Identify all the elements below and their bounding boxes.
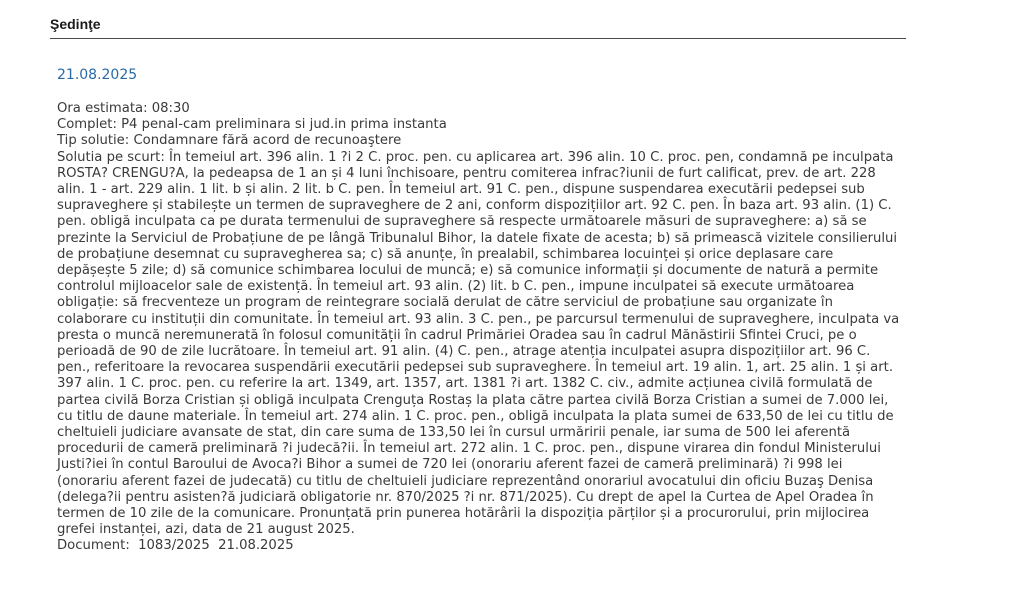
document-value: 1083/2025 21.08.2025 — [129, 538, 294, 554]
solution-summary-label: Solutia pe scurt: — [57, 149, 165, 165]
section-title: Şedinţe — [50, 16, 101, 32]
hearing-details — [57, 101, 903, 555]
solution-type-row — [57, 133, 903, 149]
document-label: Document: — [57, 538, 130, 554]
solution-type-value: Condamnare fără acord de recunoaştere — [133, 133, 402, 149]
panel-row — [57, 117, 903, 133]
solution-summary — [57, 150, 903, 539]
panel-value: P4 penal-cam preliminara si jud.in prima instanta — [121, 117, 447, 133]
solution-summary-text: În temeiul art. 396 alin. 1 ?i 2 C. proc. pen. cu aplicarea art. 396 alin. 10 C. proc. pen, condamnă pe inculpata ROSTA? CRENGU?A, la pedeapsa de 1 an și 4 luni închisoare, pentru comiterea infrac?iunii de furt calificat, prev. de art. 228 alin. 1 - art. 229 alin. 1 lit. b și alin. 2 lit. b C. pen. În temeiul art. 91 C. pen., dispune suspendarea executării pedepsei sub supraveghere și stabilește un termen de supraveghere de 2 ani, conform dispozițiilor art. 92 C. pen. În baza art. 93 alin. (1) C. pen. obligă inculpata ca pe durata termenului de supraveghere să respecte următoarele măsuri de supraveghere: a) să se prezinte la Serviciul de Probațiune de pe lângă Tribunalul Bihor, la datele fixate de acesta; b) să primească vizitele consilierului de probațiune desemnat cu supravegherea sa; c) să anunțe, în prealabil, schimbarea locuinței și orice deplasare care depășește 5 zile; d) să comunice schimbarea locului de muncă; e) să comunice informații și documente de natură a permite controlul mijloacelor sale de existență. În temeiul art. 93 alin. (2) lit. b C. pen., impune inculpatei să execute următoarea obligație: să frecventeze un program de reintegrare socială derulat de către serviciul de probațiune sau organizate în colaborare cu instituții din comunitate. În temeiul art. 93 alin. 3 C. pen., pe parcursul termenului de supraveghere, inculpata va presta o muncă neremunerată în folosul comunității în cadrul Primăriei Oradea sau în cadrul Mănăstirii Sfintei Cruci, pe o perioadă de 90 de zile lucrătoare. În temeiul art. 91 alin. (4) C. pen., atrage atenția inculpatei asupra dispozițiilor art. 96 C. pen., referitoare la revocarea suspendării executării pedepsei sub supraveghere. În temeiul art. 19 alin. 1, art. 25 alin. 1 și art. 397 alin. 1 C. proc. pen. cu referire la art. 1349, art. 1357, art. 1381 ?i art. 1382 C. civ., admite acțiunea civilă formulată de partea civilă Borza Cristian și obligă inculpata Crenguța Rostaș la plata către partea civilă Borza Cristian a sumei de 7.000 lei, cu titlu de daune materiale. În temeiul art. 274 alin. 1 C. proc. pen., obligă inculpata la plata sumei de 633,50 de lei cu titlu de cheltuieli judiciare avansate de stat, din care suma de 133,50 lei în cursul urmăririi penale, iar suma de 500 lei aferentă procedurii de cameră preliminară ?i judecă?ii. În temeiul art. 272 alin. 1 C. proc. pen., dispune virarea din fondul Ministerului Justi?iei în contul Baroului de Avoca?i Bihor a sumei de 720 lei (onorariu aferent fazei de cameră preliminară) ?i 998 lei (onorariu aferent fazei de judecată) cu titlu de cheltuieli judiciare reprezentând onorariul avocatului din oficiu Buzaş Denisa (delega?ii pentru asisten?ă judiciară obligatorie nr. 870/2025 ?i nr. 871/2025). Cu drept de apel la Curtea de Apel Oradea în termen de 10 zile de la comunicare. Pronunțată prin punerea hotărârii la dispoziția părților și a procurorului, prin mijlocirea grefei instanței, azi, data de 21 august 2025. — [57, 149, 900, 538]
section-header — [50, 14, 906, 39]
estimated-time-label: Ora estimata: — [57, 101, 148, 116]
document-row — [57, 538, 903, 554]
panel-label: Complet: — [57, 117, 117, 133]
hearing-date: 21.08.2025 — [57, 67, 138, 83]
estimated-time-row — [57, 101, 903, 117]
solution-type-label: Tip solutie: — [57, 133, 130, 149]
estimated-time-value: 08:30 — [151, 101, 190, 116]
